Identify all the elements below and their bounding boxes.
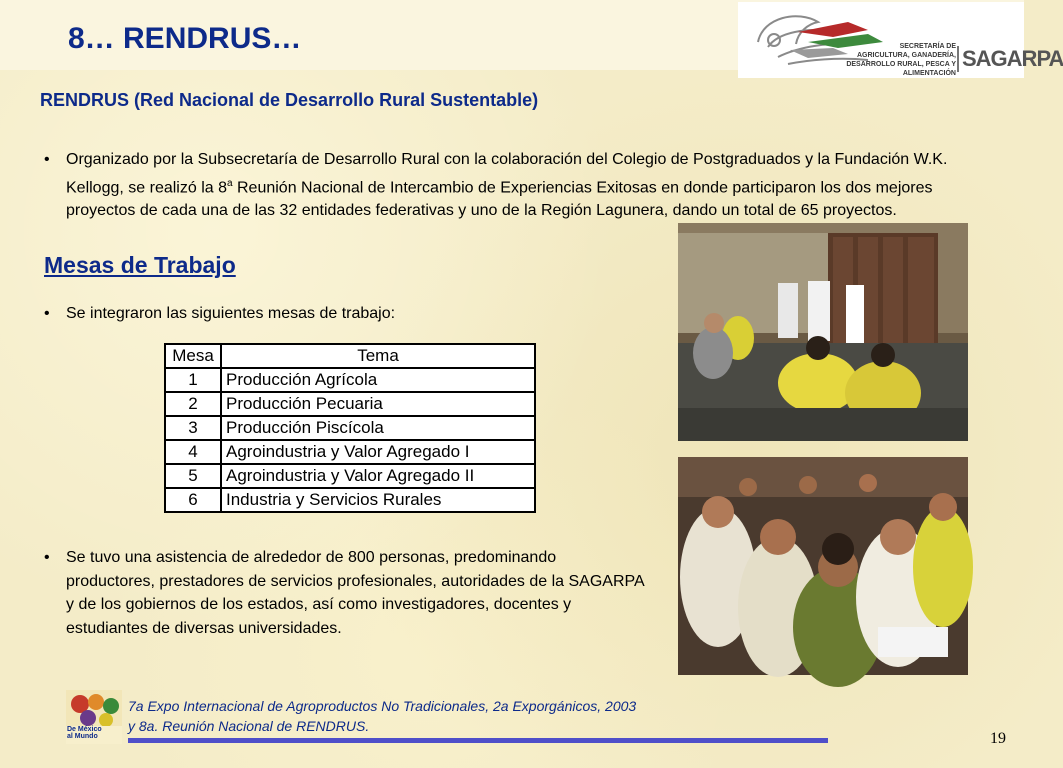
table-header-row xyxy=(165,344,535,368)
bullet-mesas xyxy=(44,302,646,326)
table-cell-tema: Agroindustria y Valor Agregado II xyxy=(221,464,535,488)
logo-divider xyxy=(957,46,959,72)
table-row xyxy=(165,368,535,392)
table-cell-tema: Industria y Servicios Rurales xyxy=(221,488,535,512)
page-number: 19 xyxy=(990,730,1006,747)
bullet-sup: a xyxy=(226,177,233,189)
de-mexico-al-mundo-logo xyxy=(66,690,122,744)
table-header-mesa: Mesa xyxy=(165,344,221,368)
bullet-organizacion xyxy=(44,148,1006,223)
bullet-marker: • xyxy=(44,305,50,322)
table-cell-tema: Producción Pecuaria xyxy=(221,392,535,416)
table-cell-tema: Producción Piscícola xyxy=(221,416,535,440)
table-cell-mesa: 2 xyxy=(165,392,221,416)
table-row xyxy=(165,488,535,512)
bullet-text-part1: Organizado por la Subsecretaría de Desarrollo Rural con la colaboración del Colegio de Postgraduados y la Fundación W.K. Kellogg, se realizó la 8 xyxy=(66,151,948,196)
photo-audience xyxy=(678,457,968,675)
bullet-text: Se tuvo una asistencia de alrededor de 800 personas, predominando productores, prestadores de servicios profesionales, autoridades de la SAGARPA y de los gobiernos de los estados, así como investigadores, docentes y estudiantes de diversas universidades. xyxy=(66,549,644,637)
bullet-text: Se integraron las siguientes mesas de trabajo: xyxy=(66,305,396,322)
footer-line-2: y 8a. Reunión Nacional de RENDRUS. xyxy=(128,718,370,734)
table-cell-tema: Agroindustria y Valor Agregado I xyxy=(221,440,535,464)
slide-title: 8… RENDRUS… xyxy=(68,22,302,55)
slide-subtitle: RENDRUS (Red Nacional de Desarrollo Rural Sustentable) xyxy=(40,90,539,110)
footer-caption xyxy=(128,696,636,736)
bullet-text-part2: Reunión Nacional de Intercambio de Experiencias Exitosas en donde participaron los dos mejores proyectos de cada una de las 32 entidades federativas y uno de la Región Lagunera, dando un total de 65 proyectos. xyxy=(66,178,933,220)
footer-line-1: 7a Expo Internacional de Agroproductos No Tradicionales, 2a Exporgánicos, 2003 xyxy=(128,698,637,714)
sagarpa-brand: SAGARPA xyxy=(962,46,1063,71)
photo-meeting-room xyxy=(678,223,968,441)
section-heading: Mesas de Trabajo xyxy=(44,252,236,278)
mesas-table xyxy=(164,343,536,513)
footer-logo-text: De México al Mundo xyxy=(67,726,102,740)
table-cell-mesa: 1 xyxy=(165,368,221,392)
table-row xyxy=(165,392,535,416)
table-row xyxy=(165,416,535,440)
table-cell-mesa: 5 xyxy=(165,464,221,488)
table-cell-mesa: 4 xyxy=(165,440,221,464)
table-cell-mesa: 6 xyxy=(165,488,221,512)
table-cell-mesa: 3 xyxy=(165,416,221,440)
table-header-tema: Tema xyxy=(221,344,535,368)
table-row xyxy=(165,440,535,464)
bullet-asistencia xyxy=(44,546,646,640)
table-cell-tema: Producción Agrícola xyxy=(221,368,535,392)
bullet-marker: • xyxy=(44,151,50,168)
footer-rule xyxy=(128,738,828,743)
bullet-marker: • xyxy=(44,549,50,566)
sagarpa-secretaria-text: SECRETARÍA DE AGRICULTURA, GANADERÍA, DESARROLLO RURAL, PESCA Y ALIMENTACIÓN xyxy=(846,43,956,77)
table-row xyxy=(165,464,535,488)
